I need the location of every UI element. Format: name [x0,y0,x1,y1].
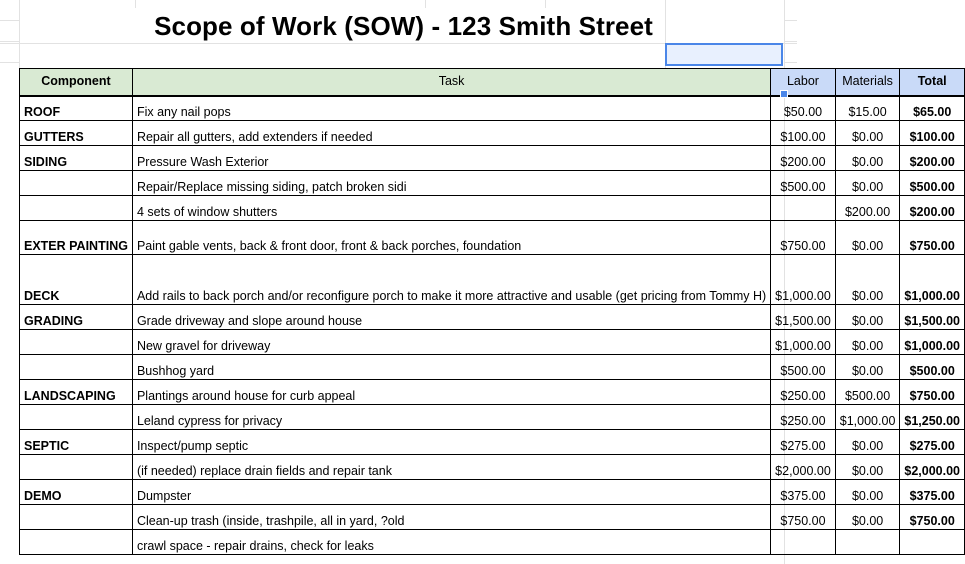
task-cell[interactable]: New gravel for driveway [132,330,770,355]
task-cell[interactable]: Plantings around house for curb appeal [132,380,770,405]
table-row [20,430,965,455]
total-cell[interactable]: $1,000.00 [900,330,965,355]
header-task[interactable]: Task [132,69,770,96]
component-cell[interactable]: LANDSCAPING [20,380,133,405]
component-cell[interactable] [20,505,133,530]
labor-cell[interactable]: $275.00 [771,430,836,455]
table-row [20,121,965,146]
component-cell[interactable] [20,530,133,555]
labor-cell[interactable]: $750.00 [771,221,836,255]
total-cell[interactable]: $1,000.00 [900,255,965,305]
component-cell[interactable]: GRADING [20,305,133,330]
header-materials[interactable]: Materials [835,69,900,96]
sheet-title[interactable]: Scope of Work (SOW) - 123 Smith Street [154,11,653,41]
materials-cell[interactable]: $0.00 [835,505,900,530]
task-cell[interactable]: crawl space - repair drains, check for leaks [132,530,770,555]
component-cell[interactable]: SIDING [20,146,133,171]
component-cell[interactable]: DEMO [20,480,133,505]
header-component[interactable]: Component [20,69,133,96]
fill-handle[interactable] [780,90,788,98]
task-cell[interactable]: Fix any nail pops [132,96,770,121]
component-cell[interactable] [20,405,133,430]
component-cell[interactable]: DECK [20,255,133,305]
total-cell[interactable]: $375.00 [900,480,965,505]
component-cell[interactable]: SEPTIC [20,430,133,455]
labor-cell[interactable] [771,196,836,221]
component-cell[interactable] [20,196,133,221]
materials-cell[interactable]: $1,000.00 [835,405,900,430]
total-cell[interactable]: $275.00 [900,430,965,455]
total-cell[interactable]: $2,000.00 [900,455,965,480]
total-cell[interactable]: $750.00 [900,380,965,405]
task-cell[interactable]: Bushhog yard [132,355,770,380]
labor-cell[interactable]: $500.00 [771,171,836,196]
labor-cell[interactable]: $1,500.00 [771,305,836,330]
header-row [20,69,965,96]
total-cell[interactable]: $1,500.00 [900,305,965,330]
materials-cell[interactable]: $200.00 [835,196,900,221]
labor-cell[interactable]: $250.00 [771,405,836,430]
grid-line [135,0,136,8]
materials-cell[interactable]: $0.00 [835,255,900,305]
materials-cell[interactable]: $0.00 [835,305,900,330]
labor-cell[interactable]: $250.00 [771,380,836,405]
component-cell[interactable]: EXTER PAINTING [20,221,133,255]
labor-cell[interactable]: $375.00 [771,480,836,505]
materials-cell[interactable]: $500.00 [835,380,900,405]
labor-cell[interactable]: $2,000.00 [771,455,836,480]
table-row [20,330,965,355]
materials-cell[interactable]: $15.00 [835,96,900,121]
task-cell[interactable]: 4 sets of window shutters [132,196,770,221]
labor-cell[interactable]: $50.00 [771,96,836,121]
total-cell[interactable]: $200.00 [900,146,965,171]
component-cell[interactable]: ROOF [20,96,133,121]
component-cell[interactable] [20,355,133,380]
selected-cell[interactable] [665,43,783,66]
table-row [20,146,965,171]
materials-cell[interactable]: $0.00 [835,355,900,380]
table-row [20,455,965,480]
sow-table [19,68,965,555]
task-cell[interactable]: (if needed) replace drain fields and repair tank [132,455,770,480]
materials-cell[interactable]: $0.00 [835,455,900,480]
task-cell[interactable]: Paint gable vents, back & front door, front & back porches, foundation [132,221,770,255]
task-cell[interactable]: Leland cypress for privacy [132,405,770,430]
labor-cell[interactable]: $500.00 [771,355,836,380]
labor-cell[interactable]: $1,000.00 [771,255,836,305]
materials-cell[interactable]: $0.00 [835,146,900,171]
table-row [20,171,965,196]
labor-cell[interactable]: $750.00 [771,505,836,530]
table-row [20,196,965,221]
materials-cell[interactable]: $0.00 [835,221,900,255]
component-cell[interactable] [20,455,133,480]
table-row [20,505,965,530]
header-total[interactable]: Total [900,69,965,96]
total-cell[interactable]: $1,250.00 [900,405,965,430]
total-cell[interactable]: $200.00 [900,196,965,221]
labor-cell[interactable]: $200.00 [771,146,836,171]
table-row [20,355,965,380]
materials-cell[interactable]: $0.00 [835,121,900,146]
table-row [20,530,965,555]
table-row [20,405,965,430]
materials-cell[interactable] [835,530,900,555]
table-row [20,480,965,505]
total-cell[interactable]: $500.00 [900,171,965,196]
task-cell[interactable]: Repair all gutters, add extenders if needed [132,121,770,146]
labor-cell[interactable] [771,530,836,555]
materials-cell[interactable]: $0.00 [835,171,900,196]
table-row [20,255,965,305]
table-row [20,96,965,121]
table-row [20,221,965,255]
task-cell[interactable]: Add rails to back porch and/or reconfigure porch to make it more attractive and usable (get pricing from Tommy H) [132,255,770,305]
component-cell[interactable] [20,171,133,196]
total-cell[interactable]: $750.00 [900,505,965,530]
materials-cell[interactable]: $0.00 [835,330,900,355]
header-labor[interactable]: Labor [771,69,836,96]
materials-cell[interactable]: $0.00 [835,430,900,455]
component-cell[interactable]: GUTTERS [20,121,133,146]
total-cell[interactable]: $500.00 [900,355,965,380]
task-cell[interactable]: Inspect/pump septic [132,430,770,455]
grid-line [545,0,546,8]
task-cell[interactable]: Pressure Wash Exterior [132,146,770,171]
table-row [20,380,965,405]
grid-line [425,0,426,8]
total-cell[interactable]: $100.00 [900,121,965,146]
labor-cell[interactable]: $1,000.00 [771,330,836,355]
total-cell[interactable]: $65.00 [900,96,965,121]
task-cell[interactable]: Clean-up trash (inside, trashpile, all in yard, ?old [132,505,770,530]
total-cell[interactable] [900,530,965,555]
component-cell[interactable] [20,330,133,355]
labor-cell[interactable]: $100.00 [771,121,836,146]
table-row [20,305,965,330]
task-cell[interactable]: Dumpster [132,480,770,505]
total-cell[interactable]: $750.00 [900,221,965,255]
task-cell[interactable]: Grade driveway and slope around house [132,305,770,330]
task-cell[interactable]: Repair/Replace missing siding, patch broken sidi [132,171,770,196]
materials-cell[interactable]: $0.00 [835,480,900,505]
